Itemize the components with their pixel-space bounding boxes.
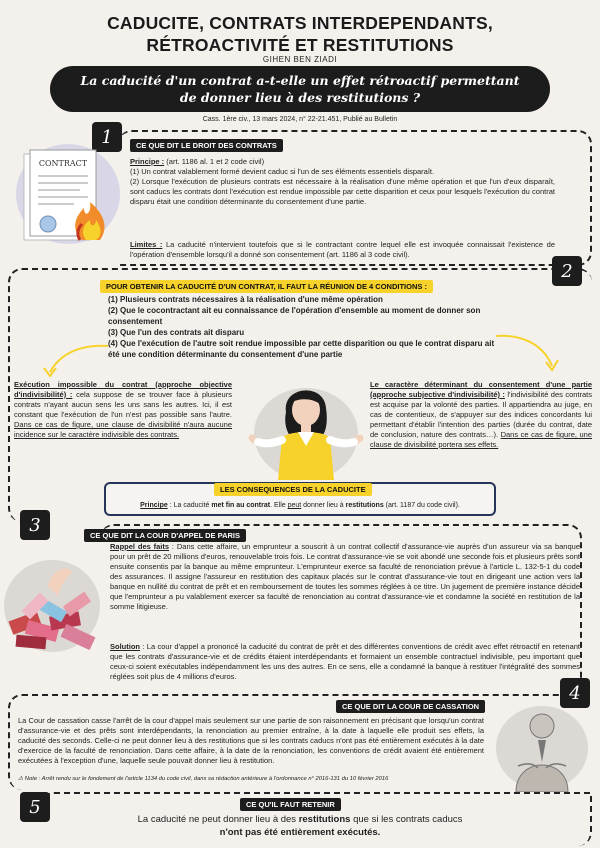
consequences-segment: donner lieu à bbox=[301, 502, 346, 509]
left-underlined: Dans ce cas de figure, une clause de divisibilité n'aura aucune incidence sur le caractère indivisible des contrats. bbox=[14, 420, 232, 439]
section-3-facts bbox=[110, 542, 580, 612]
principle-label: Principe : bbox=[130, 157, 165, 166]
limits-label: Limites : bbox=[130, 240, 163, 249]
consequences-heading: LES CONSEQUENCES DE LA CADUCITE bbox=[214, 483, 372, 496]
left-text: cela suppose de se trouver face à plusieurs contrats n'ayant aucun sens les uns sans les autres. Ici, il est constant que l'exécution de l'un n'est pas possible sans l'autre. bbox=[14, 390, 232, 419]
money-illustration bbox=[2, 546, 106, 656]
section-4-note: ⚠ Note : Arrêt rendu sur le fondement de l'article 1134 du code civil, dans sa rédaction antérieure à l'ordonnance n° 2016-131 du 10 février 2016 bbox=[18, 776, 389, 782]
section-4-heading: CE QUE DIT LA COUR DE CASSATION bbox=[336, 700, 485, 713]
consequences-bold: restitutions bbox=[345, 502, 384, 509]
section-1-principle bbox=[130, 157, 555, 207]
conditions-list bbox=[108, 294, 498, 360]
takeaway-bold: n'ont pas été entièrement exécutés. bbox=[219, 827, 381, 838]
consequences-peut: peut bbox=[287, 502, 302, 509]
principle-ref: (art. 1186 al. 1 et 2 code civil) bbox=[164, 157, 265, 166]
section-1-heading: CE QUE DIT LE DROIT DES CONTRATS bbox=[130, 139, 283, 152]
objective-indivisibility bbox=[14, 380, 232, 440]
principle-point-2: (2) Lorsque l'exécution de plusieurs contrats est nécessaire à la réalisation d'une même opération et que l'un d'eux disparaît, sont caducs les contrats dont l'exécution est rendue impossible par cette disparition et ceux pour lesquels l'exécution du contrat disparu était une condition déterminante du consentement d'une partie. bbox=[130, 177, 555, 206]
takeaway-segment: que si les contrats caducs bbox=[350, 814, 463, 825]
condition-item: (3) Que l'un des contrats ait disparu bbox=[108, 328, 245, 337]
question-banner: La caducité d'un contrat a-t-elle un effet rétroactif permettant de donner lieu à des restitutions ? bbox=[50, 66, 550, 112]
condition-item: (1) Plusieurs contrats nécessaires à la réalisation d'une même opération bbox=[108, 295, 383, 304]
section-1-number: 1 bbox=[92, 122, 122, 152]
limits-text: La caducité n'intervient toutefois que si le contractant contre lequel elle est invoquée connaissait l'existence de l'opération d'ensemble lorsqu'il a donné son consentement (art. 1186 al 3 code civil). bbox=[130, 240, 555, 259]
right-underlined: Dans ce cas de figure, une clause de divisibilité portera ses effets. bbox=[370, 430, 592, 449]
condition-item: (2) Que le cocontractant ait eu connaissance de l'opération d'ensemble au moment de donner son consentement bbox=[108, 306, 481, 326]
author: GIHEN BEN ZIADI bbox=[262, 55, 338, 64]
section-2-number: 2 bbox=[552, 256, 582, 286]
right-text: l'indivisibilité des contrats est acquise par la volonté des parties. Il appartiendra au juge, en cas de contentieux, de s'appuyer sur des indices concordants lui permettant d'établir l'intention des parties (durée du contrat, date de conclusion, nature des contrats…). bbox=[370, 390, 592, 439]
consequences-segment: : La caducité bbox=[167, 502, 212, 509]
section-4-number: 4 bbox=[560, 678, 590, 708]
section-3-solution bbox=[110, 642, 580, 682]
consequences-segment: (art. 1187 du code civil). bbox=[383, 502, 460, 509]
takeaway-segment: La caducité ne peut donner lieu à des bbox=[137, 814, 299, 825]
title-line-2: RÉTROACTIVITÉ ET RESTITUTIONS bbox=[146, 35, 454, 55]
section-1-limits bbox=[130, 240, 555, 260]
condition-item: (4) Que l'exécution de l'autre soit rendue impossible par cette disparition ou que le contrat disparu ait été une condition déterminante du consentement d'une partie bbox=[108, 339, 495, 359]
subjective-indivisibility bbox=[370, 380, 592, 450]
right-arrow-decoration bbox=[494, 330, 564, 374]
section-3-heading: CE QUE DIT LA COUR D'APPEL DE PARIS bbox=[84, 529, 246, 542]
facts-label: Rappel des faits bbox=[110, 542, 170, 551]
facts-text: : Dans cette affaire, un emprunteur a souscrit à un contrat collectif d'assurance-vie auprès d'un assureur via sa banque pour un prêt de 20 millions d'euros, renouvelable trois fois. Le contrat d'assurance-vie se voit abondé une seconde fois et plusieurs prêts sont ensuite consentis par la banque au même emprunteur. L'emprunteur exerce sa faculté de renonciation prévue à l'article L. 132-5-1 du code des assurances. Il assigne l'assureur en restitution des capitaux placés sur le contrat d'assurance-vie tout en dirigeant une action vers la banque en nullité du contrat de prêt et en remboursement de toutes les sommes réglées à ce titre. Un jugement de première instance décide que l'emprunteur a pu valablement exercer sa faculté de renonciation au contrat d'assurance-vie et condamne la société en restitution de la somme litigieuse. bbox=[110, 542, 580, 611]
takeaway-bold: restitutions bbox=[298, 814, 351, 825]
section-3-number: 3 bbox=[20, 510, 50, 540]
section-5-number: 5 bbox=[20, 792, 50, 822]
page-title bbox=[0, 12, 600, 56]
citation: Cass. 1ère civ., 13 mars 2024, n° 22-21.451, Publié au Bulletin bbox=[202, 116, 398, 123]
consequences-label: Principe bbox=[140, 502, 168, 509]
judge-illustration bbox=[488, 692, 592, 792]
contract-illustration bbox=[10, 128, 122, 248]
contract-label: CONTRACT bbox=[38, 159, 88, 168]
title-line-1: CADUCITE, CONTRATS INTERDEPENDANTS, bbox=[107, 13, 493, 33]
right-title: Le caractère déterminant du consentement d'une partie (approche subjective d'indivisibilité) : bbox=[370, 380, 592, 399]
section-5-heading: CE QU'IL FAUT RETENIR bbox=[240, 798, 341, 811]
consequences-text bbox=[106, 502, 494, 509]
woman-illustration bbox=[238, 372, 368, 480]
principle-point-1: (1) Un contrat valablement formé devient caduc si l'un de ses éléments essentiels disparaît. bbox=[130, 167, 435, 176]
left-arrow-decoration bbox=[40, 340, 110, 380]
consequences-bold: met fin au contrat bbox=[211, 502, 271, 509]
section-2-heading: POUR OBTENIR LA CADUCITÉ D'UN CONTRAT, IL FAUT LA RÉUNION DE 4 CONDITIONS : bbox=[100, 280, 433, 293]
left-title: Exécution impossible du contrat (approche objective d'indivisibilité) : bbox=[14, 380, 232, 399]
section-5-text bbox=[90, 813, 510, 839]
section-4-text: La Cour de cassation casse l'arrêt de la cour d'appel mais seulement sur une partie de son raisonnement en précisant que lorsqu'un contrat d'assurance-vie et des prêts sont interdépendants, la renonciation au premier entraîne, à la date à laquelle elle produit ses effets, la caducité des seconds. Celle-ci ne peut donner lieu à des restitutions que si les contrats caducs n'ont pas été entièrement exécutés à la date d'exercice de la faculté de renonciation. Dans cette affaire, à la date de la renonciation, les conventions de crédit avaient été entièrement exécutées à l'exception d'une, laquelle seule pouvait donner lieu à restitution. bbox=[18, 716, 484, 765]
solution-text: : La cour d'appel a prononcé la caducité du contrat de prêt et des différentes conventions de crédit avec effet rétroactif en retenant que les contrats d'assurance-vie et de crédits étaient interdépendants et formaient un ensemble contractuel indivisible, peu important que ceux-ci soient exécutables indépendamment les uns des autres. En ce sens, elle a condamné la banque à restituer l'intégralité des sommes réglées soit plus de 4 millions d'euros. bbox=[110, 642, 580, 681]
consequences-box bbox=[104, 482, 496, 516]
solution-label: Solution bbox=[110, 642, 140, 651]
consequences-segment: . Elle bbox=[270, 502, 288, 509]
